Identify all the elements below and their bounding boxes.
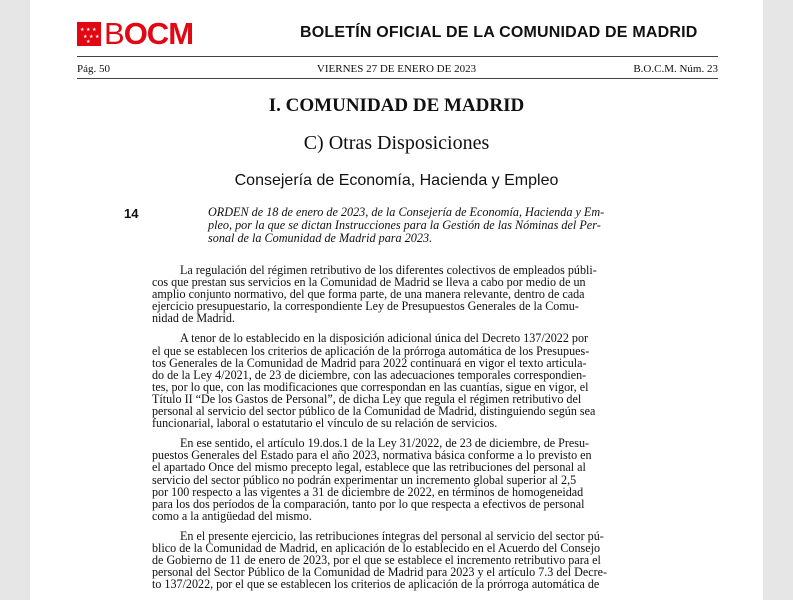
page-number: Pág. 50: [77, 63, 110, 75]
text-line: blico de la Comunidad de Madrid, en aplicación de lo establecido en el Acuerdo del Consejo: [152, 540, 601, 555]
order-title: [208, 206, 670, 246]
text-line: para los dos períodos de la comparación, tanto por lo que respecta a efectivos de personal: [152, 496, 585, 511]
text-line: Título II “De los Gastos de Personal”, de dicha Ley que regula el régimen retributivo del: [152, 391, 582, 406]
text-line: funcionarial, laboral o estatutario el vínculo de su relación de servicios.: [152, 416, 498, 431]
text-line: En ese sentido, el artículo 19.dos.1 de la Ley 31/2022, de 23 de diciembre, de Presu-: [180, 436, 590, 451]
text-line: puestos Generales del Estado para el año 2023, normativa básica conforme a lo previsto en: [152, 448, 592, 463]
text-line: el apartado Once del mismo precepto legal, establece que las retribuciones del personal al: [152, 460, 586, 475]
order-title-line: pleo, por la que se dictan Instrucciones para la Gestión de las Nóminas del Per-: [208, 218, 601, 233]
text-line: servicio del sector público no podrán experimentar un incremento global superior al 2,5: [152, 472, 577, 487]
text-line: La regulación del régimen retributivo de los diferentes colectivos de empleados públi-: [180, 263, 597, 277]
text-line: personal del Sector Público de la Comunidad de Madrid para 2023 y el artículo 7.3 del Decre-: [152, 565, 608, 580]
body-text: [152, 264, 642, 590]
paragraph: [152, 264, 642, 324]
madrid-flag-icon: ★ ★ ★ ★ ★ ★ ★: [77, 22, 101, 46]
text-line: como a la antigüedad del mismo.: [152, 508, 312, 523]
text-line: do de la Ley 4/2021, de 23 de diciembre, con las adecuaciones temporales correspondien-: [152, 367, 587, 382]
text-line: ejercicio presupuestario, la correspondiente Ley de Presupuestos Generales de la Comu-: [152, 299, 579, 314]
order-title-line: sonal de la Comunidad de Madrid para 2023.: [208, 231, 433, 246]
section-title: I. COMUNIDAD DE MADRID: [268, 95, 525, 116]
text-line: tes, por lo que, con las modificaciones que correspondan en las cuantías, sigue en vigor, el: [152, 379, 589, 394]
section-subtitle: C) Otras Disposiciones: [303, 132, 490, 154]
header-rule-top: [77, 56, 718, 57]
department-name: Consejería de Economía, Hacienda y Empleo: [234, 172, 559, 189]
issue-date: VIERNES 27 DE ENERO DE 2023: [316, 63, 477, 75]
text-line: por 100 respecto a las vigentes a 31 de diciembre de 2022, en términos de homogeneidad: [152, 484, 584, 499]
document-page: [30, 0, 763, 600]
bulletin-title: BOLETÍN OFICIAL DE LA COMUNIDAD DE MADRID: [300, 24, 698, 41]
text-line: A tenor de lo establecido en la disposición adicional única del Decreto 137/2022 por: [180, 331, 589, 346]
paragraph: [152, 530, 642, 590]
text-line: tos Generales de la Comunidad de Madrid para 2022 continuará en vigor el texto articula-: [152, 355, 587, 370]
header-rule-bottom: [77, 78, 718, 79]
order-title-line: ORDEN de 18 de enero de 2023, de la Consejería de Economía, Hacienda y Em-: [208, 205, 605, 219]
text-line: amplio conjunto normativo, del que forma parte, de una manera relevante, dentro de cada: [152, 287, 585, 302]
issue-number: B.O.C.M. Núm. 23: [633, 63, 718, 75]
text-line: to 137/2022, por el que se establecen los criterios de aplicación de la prórroga automática de: [152, 577, 600, 592]
text-line: de Gobierno de 11 de enero de 2023, por el que se establece el incremento retributivo para el: [152, 553, 601, 568]
text-line: personal al servicio del sector público de la Comunidad de Madrid, distinguiendo según sea: [152, 404, 596, 419]
order-number: 14: [124, 206, 139, 221]
text-line: el que se establecen los criterios de aplicación de la prórroga automática de los Presupues-: [152, 343, 590, 358]
paragraph: [152, 332, 642, 429]
text-line: cos que prestan sus servicios en la Comunidad de Madrid se lleva a cabo por medio de un: [152, 275, 586, 290]
logo-letters-ocm: OCM: [123, 16, 194, 51]
text-line: En el presente ejercicio, las retribuciones íntegras del personal al servicio del sector pú-: [180, 528, 604, 543]
paragraph: [152, 437, 642, 522]
text-line: nidad de Madrid.: [152, 311, 235, 326]
bocm-logo: [77, 18, 193, 50]
logo-letter-b: B: [104, 16, 124, 51]
